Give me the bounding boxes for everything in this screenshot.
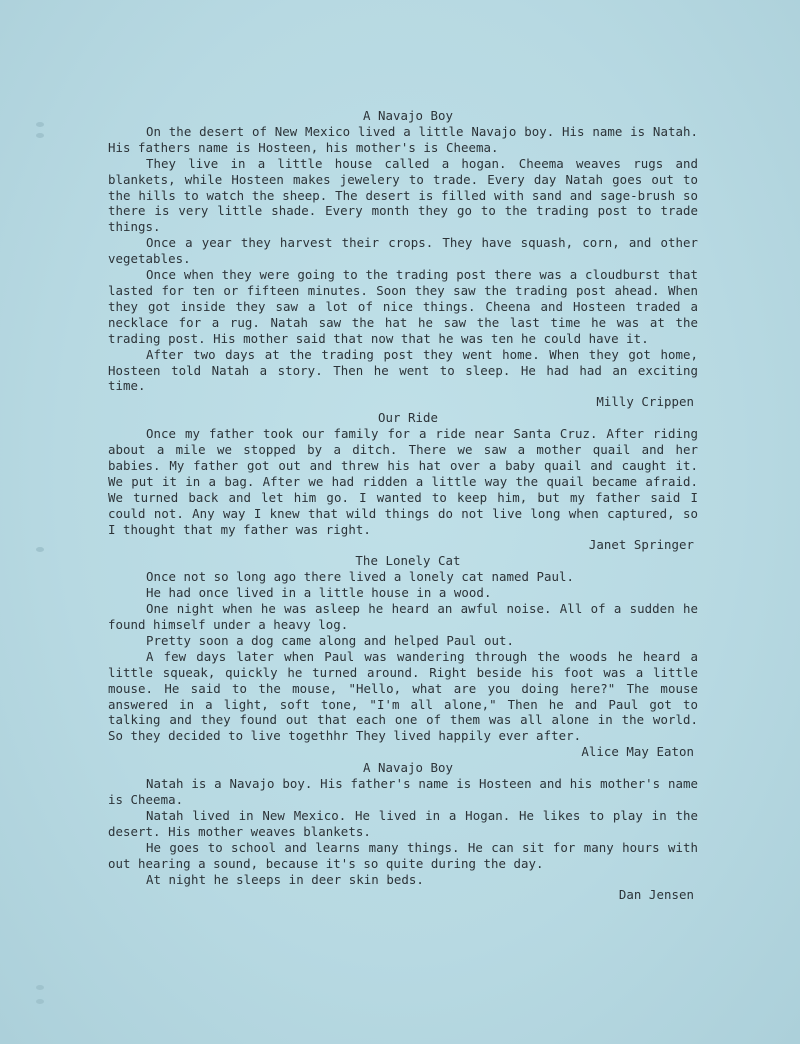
paper-mark [36,122,44,127]
story-paragraph: Natah is a Navajo boy. His father's name is Hosteen and his mother's name is Cheema. [108,776,698,807]
paper-mark [36,985,44,990]
story-paragraph: He had once lived in a little house in a wood. [146,585,492,601]
story-lonely-cat [108,553,698,760]
story-navajo-boy-1 [108,108,698,410]
story-paragraph: A few days later when Paul was wandering through the woods he heard a little squeak, quickly he turned around. Right beside his foot was a little mouse. He said to the mouse, "Hello, what are you doing here?" The mouse answered in a light, soft tone, "I'm all alone," Then he and Paul got to talking and they found out that each one of them was all alone in the world. So they decided to live togethhr They lived happily ever after. [108,648,698,744]
story-our-ride [108,410,698,553]
document-body [108,108,698,903]
paper-mark [36,999,44,1004]
story-paragraph: Once a year they harvest their crops. They have squash, corn, and other vegetables. [108,235,698,267]
story-paragraph: Pretty soon a dog came along and helped Paul out. [146,632,514,648]
paper-mark [36,547,44,552]
story-paragraph: Once my father took our family for a ride near Santa Cruz. After riding about a mile we stopped by a ditch. There we saw a mother quail and her babies. My father got out and threw his hat over a baby quail and caught it. We put it in a bag. After we had ridden a little way the quail became afraid. We turned back and let him go. I wanted to keep him, but my father said I could not. Any way I knew that wild things do not live long when captured, so I thought that my father was right. [108,426,698,537]
story-title: Our Ride [377,410,439,426]
story-title: A Navajo Boy [362,108,454,123]
story-navajo-boy-2 [108,760,698,903]
story-title: The Lonely Cat [355,553,461,569]
story-paragraph: On the desert of New Mexico lived a little Navajo boy. His name is Natah. His fathers name is Hosteen, his mother's is Cheema. [108,123,698,155]
story-title: A Navajo Boy [362,760,454,776]
story-author: Janet Springer [588,537,694,553]
story-paragraph: At night he sleeps in deer skin beds. [146,871,424,887]
story-author: Dan Jensen [618,887,694,903]
story-paragraph: After two days at the trading post they went home. When they got home, Hosteen told Natah a story. Then he went to sleep. He had had an exciting time. [108,346,698,394]
story-author: Milly Crippen [596,394,694,410]
story-author: Alice May Eaton [581,744,694,760]
story-paragraph: One night when he was asleep he heard an awful noise. All of a sudden he found himself under a heavy log. [108,601,698,632]
story-paragraph: Once not so long ago there lived a lonely cat named Paul. [146,569,575,585]
story-paragraph: He goes to school and learns many things. He can sit for many hours with out hearing a sound, because it's so quite during the day. [108,839,698,871]
story-paragraph: They live in a little house called a hogan. Cheema weaves rugs and blankets, while Hosteen makes jewelery to trade. Every day Natah goes out to the hills to watch the sheep. The desert is filled with sand and sage-brush so there is very little shade. Every month they go to the trading post to trade things. [108,155,698,235]
story-paragraph: Natah lived in New Mexico. He lived in a Hogan. He likes to play in the desert. His mother weaves blankets. [108,807,698,839]
story-paragraph: Once when they were going to the trading post there was a cloudburst that lasted for ten or fifteen minutes. Soon they saw the trading post ahead. When they got inside they saw a lot of nice things. Cheena and Hosteen traded a necklace for a rug. Natah saw the hat he saw the last time he was at the trading post. His mother said that now that he was ten he could have it. [108,267,698,346]
paper-mark [36,133,44,138]
